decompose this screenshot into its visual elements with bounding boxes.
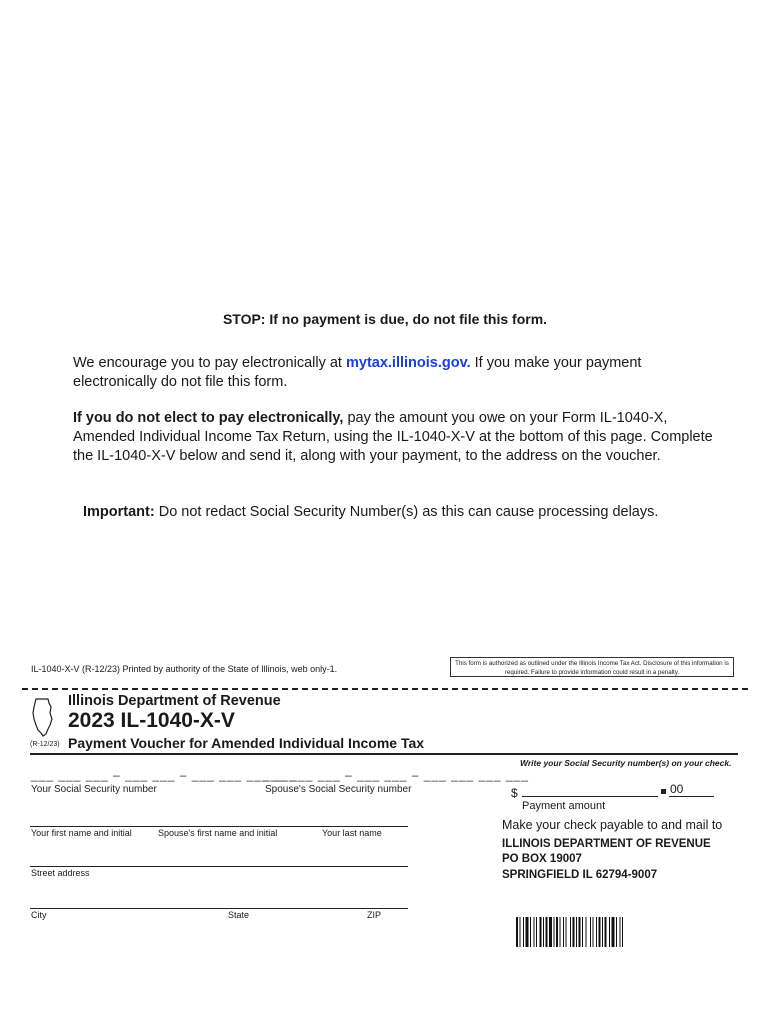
stop-notice bbox=[0, 311, 770, 327]
city-state-zip-field[interactable] bbox=[30, 908, 408, 909]
payment-amount-label: Payment amount bbox=[522, 800, 606, 812]
mytax-link[interactable]: mytax.illinois.gov. bbox=[345, 355, 471, 371]
zip-label: ZIP bbox=[367, 910, 382, 920]
cents-underline bbox=[669, 796, 714, 797]
dollar-sign: $ bbox=[511, 786, 518, 800]
street-address-label: Street address bbox=[31, 868, 90, 878]
p2-rest: pay the amount you owe on your Form IL-1040-X, Amended Individual Income Tax Return, using the IL-1040-X-V at the bottom of this page. Complete the IL-1040-X-V below and send it, along with your payment, to the address on the voucher. bbox=[73, 410, 713, 464]
important-text: Do not redact Social Security Number(s) as this can cause processing delays. bbox=[154, 504, 659, 520]
header-rule bbox=[30, 753, 738, 755]
stop-label: STOP: bbox=[222, 311, 266, 327]
form-title: 2023 IL-1040-X-V bbox=[68, 709, 235, 732]
spouse-ssn-field[interactable]: ___ ___ ___ – ___ ___ – ___ ___ ___ ___ bbox=[263, 768, 529, 782]
p1-post: If you make your payment electronically do not file this form. bbox=[73, 355, 642, 390]
printed-by-text: IL-1040-X-V (R-12/23) Printed by authority of the State of Illinois, web only-1. bbox=[31, 664, 338, 674]
pay-electronically-paragraph bbox=[73, 354, 713, 392]
mail-address-line3: SPRINGFIELD IL 62794-9007 bbox=[502, 869, 658, 881]
your-ssn-label: Your Social Security number bbox=[31, 784, 157, 795]
spouse-first-name-label: Spouse's first name and initial bbox=[158, 828, 278, 838]
important-label: Important: bbox=[83, 504, 155, 520]
barcode-icon bbox=[516, 917, 678, 947]
illinois-outline-icon bbox=[30, 697, 58, 737]
department-name: Illinois Department of Revenue bbox=[68, 693, 281, 709]
cut-line bbox=[22, 688, 748, 690]
mail-address-line2: PO BOX 19007 bbox=[502, 853, 582, 865]
voucher-subtitle: Payment Voucher for Amended Individual Income Tax bbox=[68, 735, 425, 751]
street-address-field[interactable] bbox=[30, 866, 408, 867]
stop-text: If no payment is due, do not file this form. bbox=[265, 311, 548, 327]
mail-to-intro: Make your check payable to and mail to bbox=[502, 818, 723, 832]
no-electronic-paragraph bbox=[73, 409, 713, 466]
spouse-ssn-label: Spouse's Social Security number bbox=[265, 784, 412, 795]
name-field[interactable] bbox=[30, 826, 408, 827]
your-ssn-field[interactable]: ___ ___ ___ – ___ ___ – ___ ___ ___ ___ bbox=[31, 768, 297, 782]
write-ssn-note: Write your Social Security number(s) on your check. bbox=[520, 758, 732, 768]
first-name-label: Your first name and initial bbox=[31, 828, 132, 838]
p2-bold: If you do not elect to pay electronically, bbox=[73, 410, 344, 426]
last-name-label: Your last name bbox=[322, 828, 382, 838]
decimal-point bbox=[661, 789, 666, 794]
cents-value: 00 bbox=[670, 782, 684, 796]
city-label: City bbox=[31, 910, 47, 920]
payment-amount-field[interactable] bbox=[522, 796, 658, 797]
p1-pre: We encourage you to pay electronically at bbox=[73, 355, 346, 371]
state-label: State bbox=[228, 910, 250, 920]
important-note bbox=[83, 503, 723, 522]
mail-address-line1: ILLINOIS DEPARTMENT OF REVENUE bbox=[502, 838, 711, 850]
revision-code: (R-12/23) bbox=[30, 741, 60, 748]
authorization-box: This form is authorized as outlined under the Illinois Income Tax Act. Disclosure of this information is required. Failure to provide information could result in a penalty. bbox=[450, 657, 734, 677]
